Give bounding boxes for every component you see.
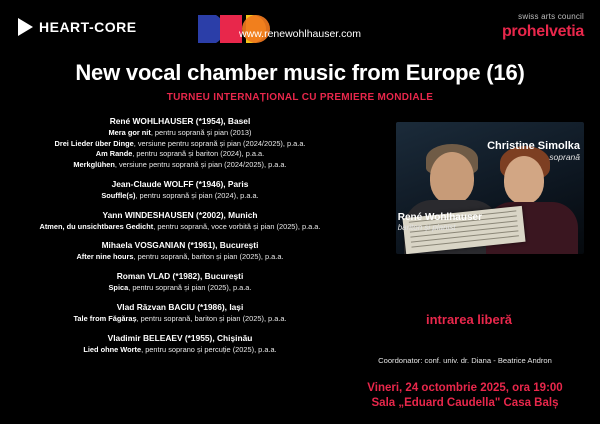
programme-entry: [0, 179, 360, 202]
soprano-credit: [487, 140, 580, 162]
work-line: [0, 283, 360, 294]
website-url-text: www.renewohlhauser.com: [239, 28, 361, 40]
programme-entry: [0, 116, 360, 171]
programme-entry: [0, 240, 360, 263]
work-line: [0, 139, 360, 150]
work-title: Spica: [108, 283, 129, 293]
work-title: After nine hours: [76, 252, 134, 262]
composer-name: Vladimir BELEAEV (*1955), Chișinău: [107, 332, 253, 343]
work-line: [0, 128, 360, 139]
work-detail: , versiune pentru soprană și pian (2024/2025), p.a.a.: [133, 138, 306, 148]
programme-entry: [0, 302, 360, 325]
composer-name: René WOHLHAUSER (*1954), Basel: [109, 116, 251, 126]
work-title: Am Rande: [95, 149, 133, 159]
work-line: [0, 345, 360, 356]
composer-name: Mihaela VOSGANIAN (*1961), București: [101, 240, 259, 251]
composer-name: Yann WINDESHAUSEN (*2002), Munich: [102, 209, 258, 220]
programme-list: [0, 116, 368, 363]
work-line: [0, 252, 360, 263]
composer-name: Roman VLAD (*1982), București: [116, 271, 244, 282]
event-date-time: Vineri, 24 octombrie 2025, ora 19:00: [367, 382, 563, 394]
work-title: Souffle(s): [101, 190, 136, 200]
work-detail: , pentru soprană, voce vorbită și pian (2025), p.a.a.: [153, 221, 321, 231]
work-title: Drei Lieder über Dinge: [54, 138, 134, 148]
work-detail: , pentru soprană și pian (2024), p.a.a.: [135, 190, 259, 200]
event-info: [340, 382, 590, 409]
photo-figure-right-head: [504, 156, 544, 204]
work-line: [0, 191, 360, 202]
work-line: [0, 149, 360, 160]
work-detail: , pentru soprană și pian (2025), p.a.a.: [128, 283, 252, 293]
work-line: [0, 222, 360, 233]
page-title: New vocal chamber music from Europe (16): [75, 60, 525, 85]
work-detail: , pentru soprană, bariton și pian (2025), p.a.a.: [133, 252, 284, 262]
free-entry-label: intrarea liberă: [426, 312, 512, 327]
soprano-role: soprană: [549, 152, 580, 162]
work-detail: , versiune pentru soprană și pian (2024/2025), p.a.a.: [114, 160, 287, 170]
soprano-name: Christine Simolka: [487, 140, 580, 152]
coordinator-label: Coordonator: conf. univ. dr. Diana - Beatrice Andron: [378, 356, 552, 365]
photo-figure-left-head: [430, 152, 474, 204]
work-title: Mera gor nit: [108, 128, 151, 137]
composer-name: Jean-Claude WOLFF (*1946), Paris: [111, 178, 249, 189]
baritone-role: bariton și pianist: [397, 223, 456, 232]
swiss-arts-council-label: swiss arts council: [518, 12, 584, 21]
work-line: [0, 314, 360, 325]
work-title: Lied ohne Worte: [83, 344, 142, 354]
event-venue: Sala „Eduard Caudella" Casa Balș: [371, 397, 559, 409]
baritone-credit: [398, 212, 482, 232]
heartcore-logo-label: HEART-CORE: [39, 19, 137, 35]
prohelvetia-logo: [502, 12, 584, 40]
work-detail: , pentru soprană și bariton (2024), p.a.a.: [132, 149, 265, 159]
poster-header: [0, 0, 600, 56]
prohelvetia-label: prohelvetia: [501, 23, 584, 40]
work-title: Merkglühen: [73, 160, 115, 170]
work-detail: , pentru soprană, bariton și pian (2025), p.a.a.: [136, 313, 287, 323]
work-line: [0, 160, 360, 171]
page-subtitle: TURNEU INTERNAȚIONAL CU PREMIERE MONDIALE: [166, 92, 434, 103]
work-detail: , pentru soprano și percuție (2025), p.a.a.: [141, 344, 277, 354]
work-title: Tale from Făgăraș: [73, 313, 137, 323]
work-detail: , pentru soprană și pian (2013): [150, 128, 252, 137]
programme-entry: [0, 271, 360, 294]
programme-entry: [0, 210, 360, 233]
composer-name: Vlad Răzvan BACIU (*1986), Iași: [116, 301, 244, 312]
work-title: Atmen, du unsichtbares Gedicht: [39, 221, 154, 231]
programme-entry: [0, 333, 360, 356]
baritone-name: René Wohlhauser: [397, 212, 482, 223]
